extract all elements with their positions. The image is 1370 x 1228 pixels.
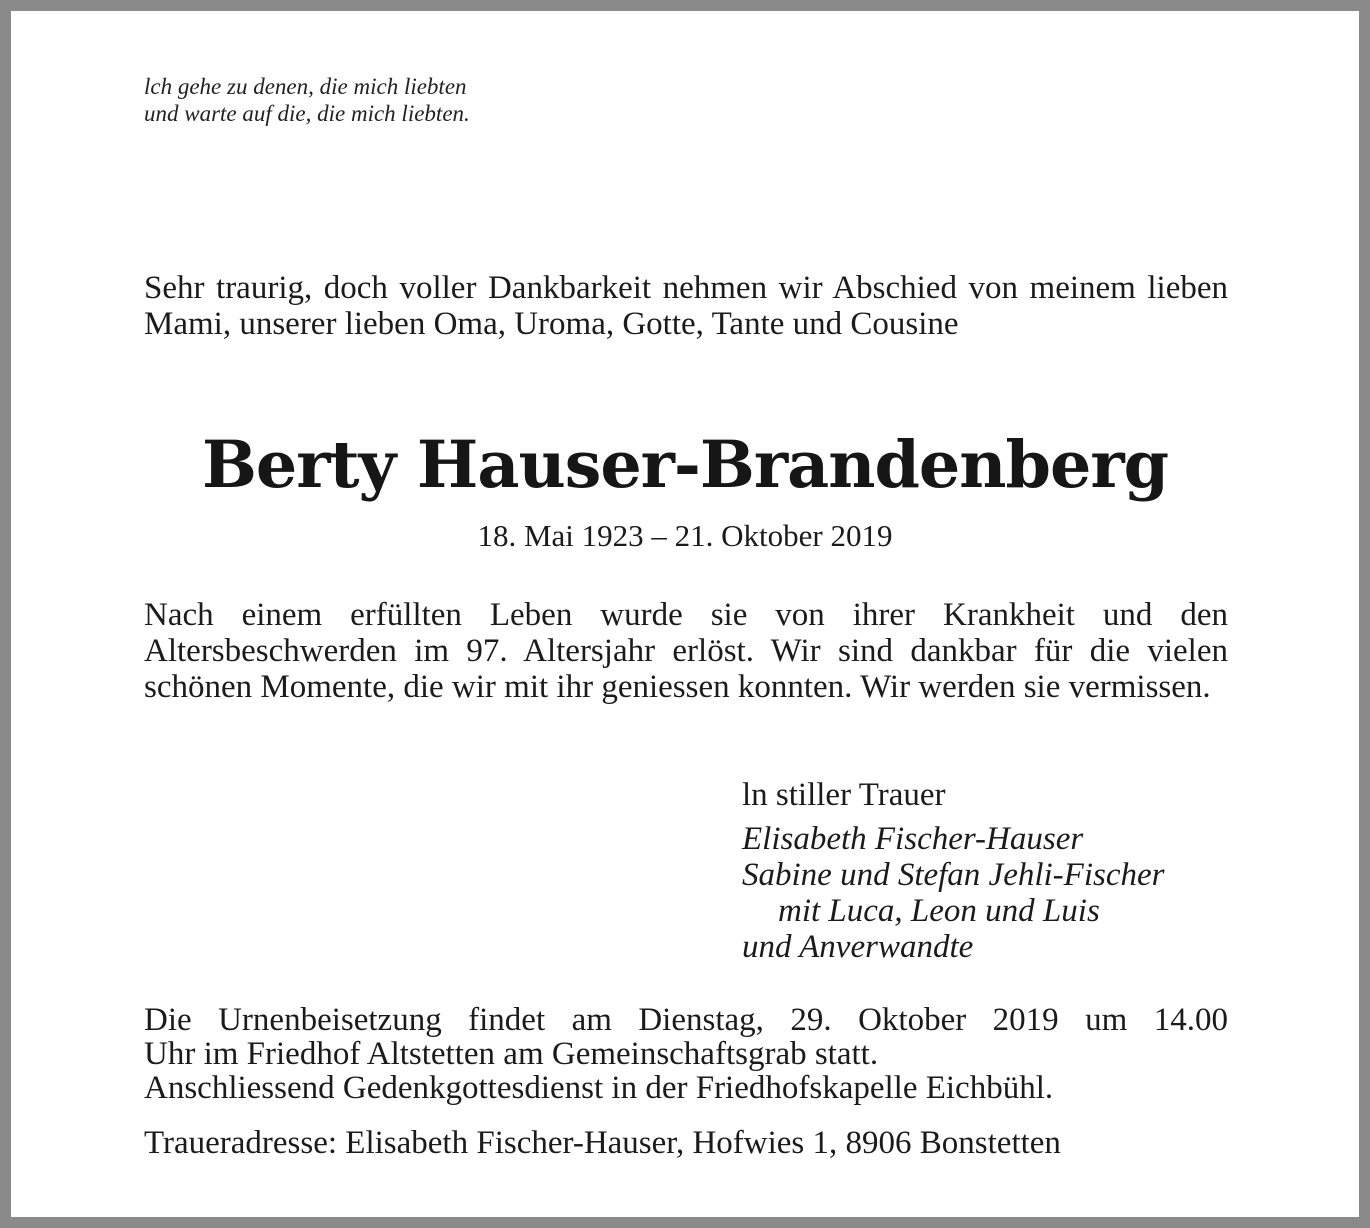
burial-line-1: Die Urnenbeisetzung findet am Dienstag, 29. Oktober 2019 um 14.00 — [144, 1002, 1228, 1038]
mourner-name: Elisabeth Fischer-Hauser — [742, 821, 1084, 857]
body-paragraph: Nach einem erfüllten Leben wurde sie von ihrer Krankheit und den Altersbeschwerden im 97. Altersjahr erlöst. Wir sind dankbar für die vielen schönen Momente, die wir mit ihr geniessen konnten. Wir werden sie vermissen. — [144, 597, 1228, 705]
mourning-address: Traueradresse: Elisabeth Fischer-Hauser, Hofwies 1, 8906 Bonstetten — [144, 1125, 1061, 1161]
obituary-page — [11, 11, 1359, 1217]
life-dates: 18. Mai 1923 – 21. Oktober 2019 — [477, 518, 893, 553]
motto-verse — [144, 73, 470, 127]
mourners-heading: ln stiller Trauer — [742, 777, 946, 813]
burial-line-2: Uhr im Friedhof Altstetten am Gemeinschaftsgrab statt. — [144, 1036, 879, 1072]
motto-line-1: lch gehe zu denen, die mich liebten — [144, 74, 467, 99]
mourner-name: Sabine und Stefan Jehli-Fischer — [742, 857, 1165, 893]
mourner-name: und Anverwandte — [742, 929, 974, 965]
mourners-names — [742, 821, 1164, 965]
intro-paragraph: Sehr traurig, doch voller Dankbarkeit nehmen wir Abschied von meinem lieben Mami, unserer lieben Oma, Uroma, Gotte, Tante und Cousine — [144, 270, 1228, 342]
burial-line-3: Anschliessend Gedenkgottesdienst in der Friedhofskapelle Eichbühl. — [144, 1070, 1054, 1106]
mourners-block — [742, 777, 1164, 965]
motto-line-2: und warte auf die, die mich liebten. — [144, 101, 470, 126]
deceased-name: Berty Hauser-Brandenberg — [201, 427, 1169, 503]
burial-notice — [144, 1003, 1228, 1105]
mourner-name: mit Luca, Leon und Luis — [778, 893, 1100, 929]
